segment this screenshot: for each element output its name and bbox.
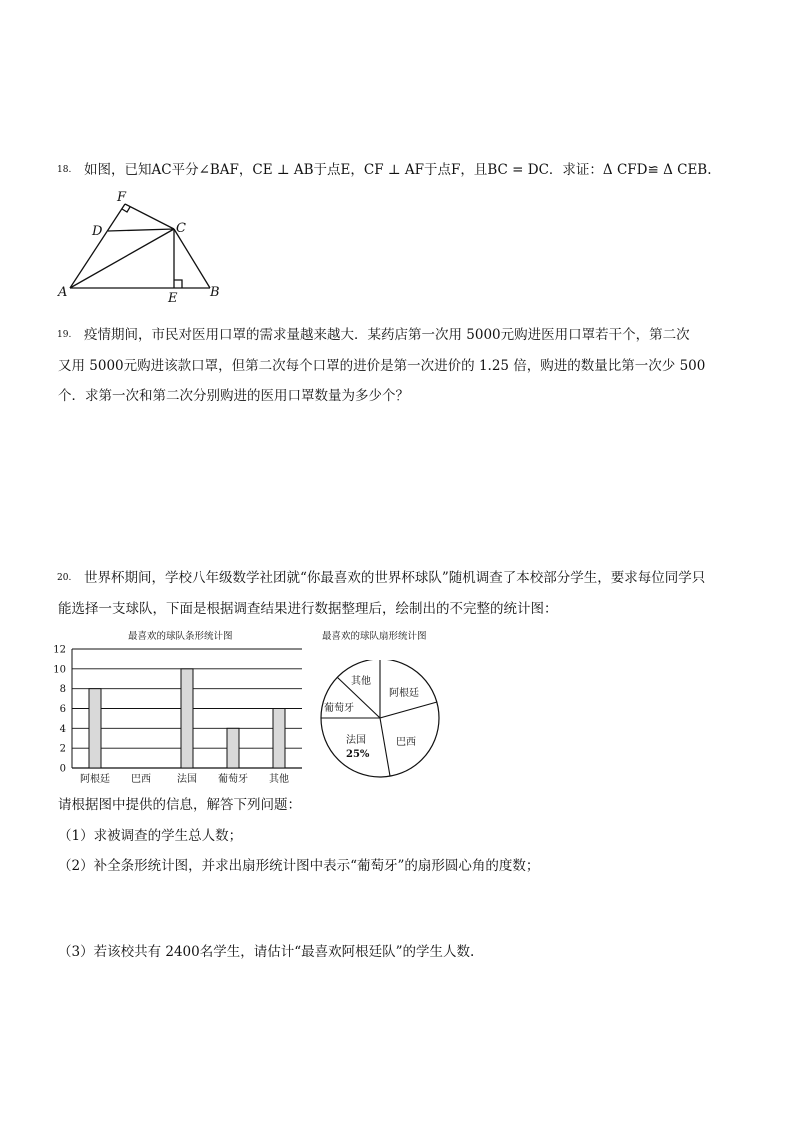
q20-line-1: 世界杯期间，学校八年级数学社团就“你最喜欢的世界杯球队”随机调查了本校部分学生，要求每位同学只 [84,570,706,586]
q18-number: 18. [57,165,72,175]
q19-number: 19. [57,330,72,340]
label-B: B [210,285,220,300]
bar-chart [40,640,310,788]
pie-label-putaoya: 葡萄牙 [324,703,354,714]
pie-label-agenting: 阿根廷 [389,688,419,699]
bar-chart-title: 最喜欢的球队条形统计图 [128,631,233,642]
bar-ytick-4: 4 [59,723,66,735]
q20-sub-3: （3）若该校共有 2400名学生，请估计“最喜欢阿根廷队”的学生人数. [58,944,475,960]
pie-chart-title: 最喜欢的球队扇形统计图 [322,631,427,642]
segment-AF [70,204,125,288]
pie-label-faguo-percent: 25% [346,749,370,760]
q19-line-3: 个．求第一次和第二次分别购进的医用口罩数量为多少个？ [58,388,409,404]
label-D: D [92,224,103,239]
bar-ytick-8: 8 [59,684,66,696]
label-F: F [117,190,127,205]
label-C: C [176,221,186,236]
pie-chart [312,660,452,785]
bar-ytick-6: 6 [59,704,66,715]
q20-prompt: 请根据图中提供的信息，解答下列问题： [58,797,301,813]
pie-label-qita: 其他 [351,676,371,687]
bar-ytick-0: 0 [59,763,66,775]
bar-0 [89,689,101,768]
q18-text [84,160,712,180]
pie-label-baxi: 巴西 [396,737,416,748]
q20-number: 20. [57,573,72,583]
q20-sub-2: （2）补全条形统计图，并求出扇形统计图中表示“葡萄牙”的扇形圆心角的度数； [58,858,540,874]
segment-CB [174,229,210,288]
label-A: A [58,285,68,300]
bar-xlabel-3: 葡萄牙 [218,774,248,785]
bar-4 [273,709,285,769]
bar-ytick-2: 2 [59,743,66,755]
bar-xlabel-2: 法国 [177,774,197,785]
bar-2 [181,669,193,768]
q19-line-2: 又用 5000元购进该款口罩，但第二次每个口罩的进价是第一次进价的 1.25 倍，购进的数量比第一次少 500 [58,358,706,374]
segment-AC [70,229,174,288]
bar-ytick-10: 10 [53,664,66,676]
segment-DC [108,229,174,231]
bar-xlabel-0: 阿根廷 [80,774,110,785]
q18-triangle-figure [50,188,230,306]
bar-xlabel-1: 巴西 [131,774,151,785]
label-E: E [168,291,178,306]
q20-line-2: 能选择一支球队，下面是根据调查结果进行数据整理后，绘制出的不完整的统计图： [58,601,558,617]
q19-line-1: 疫情期间，市民对医用口罩的需求量越来越大．某药店第一次用 5000元购进医用口罩若干个，第二次 [84,327,690,343]
bar-xlabel-4: 其他 [269,774,289,785]
bar-3 [227,728,239,768]
q20-sub-1: （1）求被调查的学生总人数； [58,828,243,844]
segment-FC [125,204,174,229]
right-angle-mark-E [174,280,182,288]
pie-label-faguo: 法国 [346,735,366,746]
bar-ytick-12: 12 [53,644,66,656]
q18-text-content: 如图，已知AC平分∠BAF，CE ⊥ AB于点E，CF ⊥ AF于点F，且BC = DC．求证：Δ CFD≌ Δ CEB. [84,162,712,178]
